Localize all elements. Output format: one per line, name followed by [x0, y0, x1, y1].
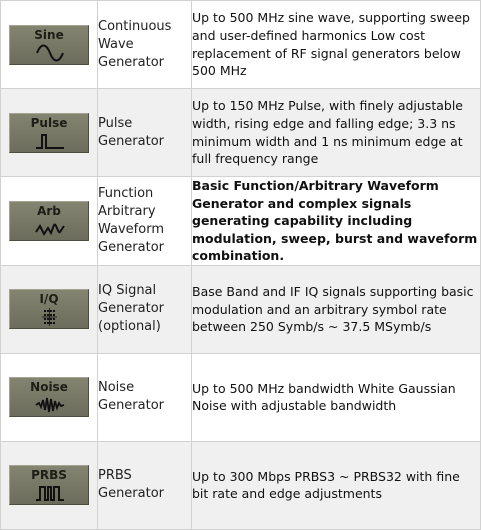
- generator-name: IQ Signal Generator (optional): [98, 265, 192, 353]
- table-row: [1, 1, 481, 89]
- arbitrary-wave-icon: [9, 201, 89, 241]
- table-row: [1, 177, 481, 266]
- noise-wave-glyph: [35, 396, 65, 414]
- icon-cell: [1, 89, 98, 177]
- generator-name: Continuous Wave Generator: [98, 1, 192, 89]
- prbs-wave-glyph: [35, 484, 65, 502]
- icon-cell: [1, 353, 98, 441]
- icon-label: Arb: [37, 203, 61, 218]
- generator-name: Pulse Generator: [98, 89, 192, 177]
- generator-description: Base Band and IF IQ signals supporting basic modulation and an arbitrary symbol rate between 250 Symb/s ~ 37.5 MSymb/s: [192, 265, 481, 353]
- generator-description: Up to 150 MHz Pulse, with finely adjustable width, rising edge and falling edge; 3.3 ns minimum width and 1 ns minimum edge at full frequency range: [192, 89, 481, 177]
- icon-cell: [1, 1, 98, 89]
- icon-label: Noise: [30, 380, 68, 395]
- icon-cell: [1, 265, 98, 353]
- generator-name: Function Arbitrary Waveform Generator: [98, 177, 192, 266]
- arbitrary-wave-glyph: [35, 220, 65, 238]
- table-row: [1, 441, 481, 529]
- generator-description: Up to 300 Mbps PRBS3 ~ PRBS32 with fine bit rate and edge adjustments: [192, 441, 481, 529]
- iq-constellation-icon: [9, 289, 89, 329]
- icon-cell: [1, 441, 98, 529]
- generator-description: Basic Function/Arbitrary Waveform Generator and complex signals generating capability including modulation, sweep, burst and waveform combination.: [192, 177, 481, 266]
- sine-wave-icon: [9, 25, 89, 65]
- icon-label: I/Q: [39, 292, 59, 307]
- generator-name: Noise Generator: [98, 353, 192, 441]
- iq-constellation-glyph: [35, 308, 65, 326]
- icon-label: Pulse: [30, 115, 68, 130]
- icon-label: Sine: [34, 27, 64, 42]
- table-row: [1, 353, 481, 441]
- generator-name: PRBS Generator: [98, 441, 192, 529]
- noise-wave-icon: [9, 377, 89, 417]
- pulse-wave-glyph: [35, 132, 65, 150]
- pulse-wave-icon: [9, 113, 89, 153]
- generator-description: Up to 500 MHz bandwidth White Gaussian Noise with adjustable bandwidth: [192, 353, 481, 441]
- table-row: [1, 89, 481, 177]
- table-row: [1, 265, 481, 353]
- sine-wave-glyph: [35, 44, 65, 62]
- icon-label: PRBS: [31, 468, 67, 483]
- icon-cell: [1, 177, 98, 266]
- generator-description: Up to 500 MHz sine wave, supporting sweep and user-defined harmonics Low cost replacement of RF signal generators below 500 MHz: [192, 1, 481, 89]
- prbs-wave-icon: [9, 465, 89, 505]
